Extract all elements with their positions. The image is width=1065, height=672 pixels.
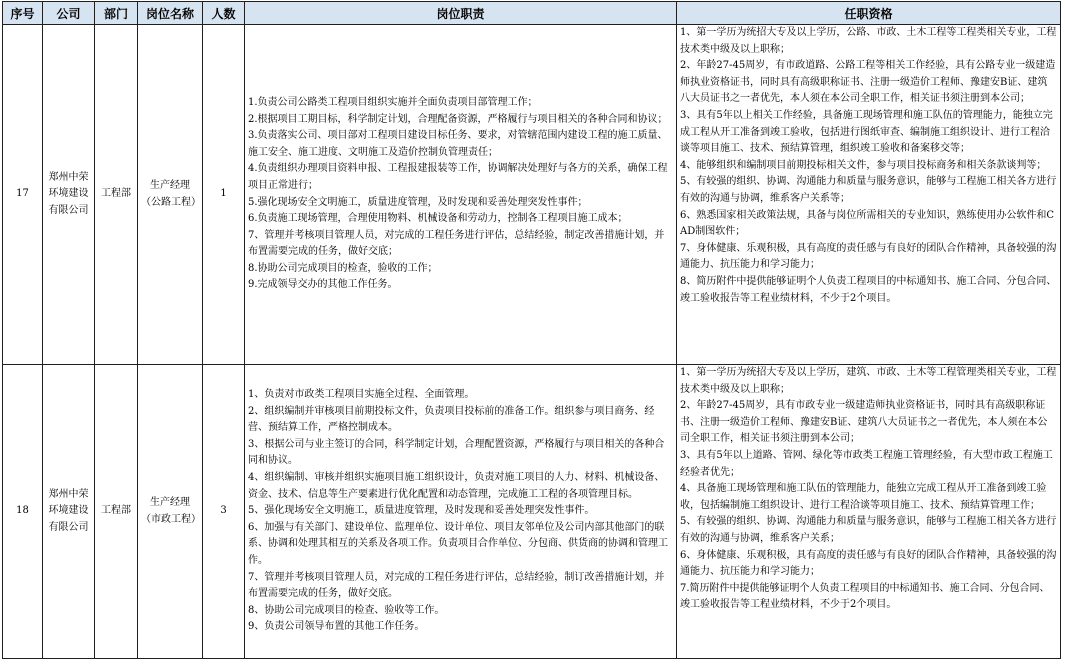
qualification-item: 2、年龄27-45周岁，有市政道路、公路工程等相关工作经验，具有公路专业一级建造师执业资格证书，同时具有高级职称证书、注册一级造价工程师、豫建安B证、建筑八大员证书之一者优先，本人须在本公司全职工作，相关证书须注册到本公司；	[680, 60, 1056, 105]
qualification-item: 7.简历附件中提供能够证明个人负责工程项目的中标通知书、施工合同、分包合同、竣工验收报告等工程业绩材料，不少于2个项目。	[680, 582, 1050, 611]
cell-duties	[245, 365, 677, 659]
qualification-item: 6、身体健康、乐观积极，具有高度的责任感与有良好的团队合作精神，具备较强的沟通能力、抗压能力和学习能力；	[680, 549, 1057, 578]
cell-department: 工程部	[95, 365, 138, 659]
header-headcount: 人数	[203, 2, 245, 25]
qualification-item: 1、第一学历为统招大专及以上学历，建筑、市政、土木等工程管理类相关专业，工程技术类中级及以上职称；	[680, 367, 1057, 395]
cell-seq: 17	[3, 25, 43, 365]
header-row	[3, 2, 1061, 25]
header-duties: 岗位职责	[245, 2, 677, 25]
job-postings-table	[2, 1, 1061, 659]
qualification-item: 4、能够组织和编制项目前期投标相关文件，参与项目投标商务和相关条款谈判等；	[680, 159, 1047, 171]
cell-seq: 18	[3, 365, 43, 659]
duty-item: 3.负责落实公司、项目部对工程项目建设目标任务、要求，对管辖范围内建设工程的施工质量、施工安全、施工进度、文明施工及造价控制负管理责任；	[248, 130, 668, 158]
cell-duties	[245, 25, 677, 365]
cell-headcount: 1	[203, 25, 245, 365]
duty-item: 6、加强与有关部门、建设单位、监理单位、设计单位、项目友邻单位及公司内部其他部门的联系、协调和处理其相互的关系及各项工作。负责项目合作单位、分包商、供货商的协调和管理工作。	[248, 521, 668, 566]
qualification-item: 7、身体健康、乐观积极，具有高度的责任感与有良好的团队合作精神，具备较强的沟通能力、抗压能力和学习能力；	[680, 242, 1057, 271]
duty-item: 8、协助公司完成项目的检查、验收等工作。	[248, 604, 445, 616]
qualification-item: 1、第一学历为统招大专及以上学历，公路、市政、土木工程等工程类相关专业，工程技术类中级及以上职称；	[680, 27, 1057, 55]
duty-item: 9.完成领导交办的其他工作任务。	[248, 279, 398, 291]
table-row	[3, 25, 1061, 365]
qualification-item: 5、有较强的组织、协调、沟通能力和质量与服务意识，能够与工程施工相关各方进行有效的沟通与协调，维系客户关系等；	[680, 176, 1057, 204]
cell-position: 生产经理（公路工程）	[138, 25, 203, 365]
duty-item: 1、负责对市政类工程项目实施全过程、全面管理。	[248, 389, 475, 401]
duty-item: 5、强化现场安全文明施工，质量进度管理，及时发现和妥善处理突发性事件。	[248, 505, 595, 517]
duty-item: 3、根据公司与业主签订的合同，科学制定计划，合理配置资源，严格履行与项目相关的各种合同和协议。	[248, 438, 665, 467]
duty-item: 2.根据项目工期目标，科学制定计划，合理配备资源，严格履行与项目相关的各种合同和协议；	[248, 113, 668, 125]
cell-qualifications	[677, 25, 1061, 365]
header-department: 部门	[95, 2, 138, 25]
qualification-item: 6、熟悉国家相关政策法规，具备与岗位所需相关的专业知识，熟练使用办公软件和CAD制图软件；	[680, 209, 1055, 238]
header-position: 岗位名称	[138, 2, 203, 25]
duty-item: 4.负责组织办理项目资料申报、工程报建报装等工作，协调解决处理好与各方的关系，确保工程项目正常进行；	[248, 163, 668, 191]
table-row	[3, 365, 1061, 659]
duty-item: 7、管理并考核项目管理人员，对完成的工程任务进行评估，总结经验，制定改善措施计划，并布置需要完成的任务，做好交底；	[248, 229, 665, 258]
cell-qualifications	[677, 365, 1061, 659]
header-company: 公司	[43, 2, 95, 25]
duty-item: 6.负责施工现场管理，合理使用物料、机械设备和劳动力，控制各工程项目施工成本；	[248, 213, 628, 225]
duty-item: 8.协助公司完成项目的检查，验收的工作；	[248, 262, 438, 274]
qualification-item: 5、有较强的组织、协调、沟通能力和质量与服务意识，能够与工程施工相关各方进行有效的沟通与协调，维系客户关系；	[680, 516, 1057, 544]
duty-item: 2、组织编制并审核项目前期投标文件，负责项目投标前的准备工作。组织参与项目商务、经营、预结算工作，严格控制成本。	[248, 405, 655, 434]
qualification-item: 3、具有5年以上道路、管网、绿化等市政类工程施工管理经验，有大型市政工程施工经验者优先；	[680, 449, 1053, 478]
qualification-item: 3、具有5年以上相关工作经验，具备施工现场管理和施工队伍的管理能力，能独立完成工程从开工准备到竣工验收，包括进行图纸审查、编制施工组织设计、进行工程洽谈等项目施工、技术、预结算管理，组织竣工验收和备案移交等；	[680, 109, 1053, 155]
qualification-item: 4、具备施工现场管理和施工队伍的管理能力，能独立完成工程从开工准备到竣工验收，包括编制施工组织设计、进行工程洽谈等项目施工、技术、预结算管理工作；	[680, 483, 1047, 511]
cell-headcount: 3	[203, 365, 245, 659]
cell-company: 郑州中荣环境建设有限公司	[43, 25, 95, 365]
header-qualifications: 任职资格	[677, 2, 1061, 25]
duty-item: 4、组织编制、审核并组织实施项目施工组织设计，负责对施工项目的人力、材料、机械设备、资金、技术、信息等生产要素进行优化配置和动态管理，完成施工工程的各项管理目标。	[248, 472, 665, 500]
duty-item: 5.强化现场安全文明施工，质量进度管理，及时发现和妥善处理突发性事件；	[248, 196, 588, 208]
duty-item: 1.负责公司公路类工程项目组织实施并全面负责项目部管理工作；	[248, 96, 538, 108]
cell-position: 生产经理（市政工程）	[138, 365, 203, 659]
duty-item: 7、管理并考核项目管理人员，对完成的工程任务进行评估，总结经验，制订改善措施计划，并布置需要完成的任务，做好交底。	[248, 571, 665, 600]
header-seq: 序号	[3, 2, 43, 25]
qualification-item: 8、简历附件中提供能够证明个人负责工程项目的中标通知书、施工合同、分包合同、竣工验收报告等工程业绩材料，不少于2个项目。	[680, 275, 1057, 304]
duty-item: 9、负责公司领导布置的其他工作任务。	[248, 621, 425, 633]
cell-department: 工程部	[95, 25, 138, 365]
cell-company: 郑州中荣环境建设有限公司	[43, 365, 95, 659]
qualification-item: 2、年龄27-45周岁，具有市政专业一级建造师执业资格证书，同时具有高级职称证书、注册一级造价工程师、豫建安B证、建筑八大员证书之一者优先，本人须在本公司全职工作，相关证书须注册到本公司；	[680, 400, 1048, 445]
